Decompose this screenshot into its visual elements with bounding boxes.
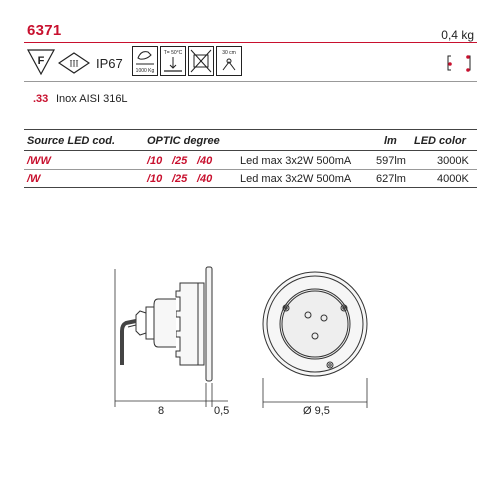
header-optic: OPTIC degree [147, 135, 220, 147]
row-1-optic-10: /10 [147, 155, 163, 167]
row-2-lm: 627lm [376, 173, 406, 185]
load-label: 1000 Kg [135, 68, 155, 74]
product-weight: 0,4 kg [441, 28, 474, 42]
header-led-color: LED color [414, 135, 466, 147]
row-1-optic-25: /25 [172, 155, 188, 167]
table-header-divider [24, 150, 477, 151]
distance-icon [216, 46, 242, 76]
row-1-color: 3000K [437, 155, 469, 167]
row-divider [24, 169, 477, 170]
no-cover-icon [188, 46, 214, 76]
finish-code: .33 [33, 93, 49, 105]
class-f-icon [26, 48, 56, 76]
dimension-flange: 0,5 [214, 405, 230, 417]
load-icon [132, 46, 158, 76]
dimension-diameter: Ø 9,5 [303, 405, 330, 417]
table-top-divider [24, 129, 477, 130]
temperature-icon [160, 46, 186, 76]
row-2-source: /W [27, 173, 41, 185]
distance-label: 30 cm [222, 50, 236, 56]
dimension-length: 8 [158, 405, 165, 417]
lamp-symbol-icon [445, 52, 473, 74]
row-2-optic-10: /10 [147, 173, 163, 185]
row-2-optic-25: /25 [172, 173, 188, 185]
row-1-led: Led max 3x2W 500mA [240, 155, 352, 167]
class-iii-icon [58, 52, 90, 74]
front-view-drawing [260, 262, 372, 412]
header-divider [24, 42, 477, 43]
header-source: Source LED cod. [27, 135, 116, 147]
table-bottom-divider [24, 187, 477, 188]
row-1-optic-40: /40 [197, 155, 213, 167]
row-2-led: Led max 3x2W 500mA [240, 173, 352, 185]
side-view-drawing [100, 255, 240, 415]
class-f-label: F [37, 55, 45, 67]
row-1-source: /WW [27, 155, 51, 167]
row-2-optic-40: /40 [197, 173, 213, 185]
temperature-label: T= 50°C [163, 50, 183, 56]
icons-divider [24, 81, 477, 82]
finish-label: Inox AISI 316L [56, 93, 128, 105]
row-2-color: 4000K [437, 173, 469, 185]
product-code: 6371 [27, 22, 62, 39]
ip-rating: IP67 [96, 56, 123, 71]
class-iii-label: III [69, 58, 79, 69]
row-1-lm: 597lm [376, 155, 406, 167]
header-lm: lm [384, 135, 397, 147]
